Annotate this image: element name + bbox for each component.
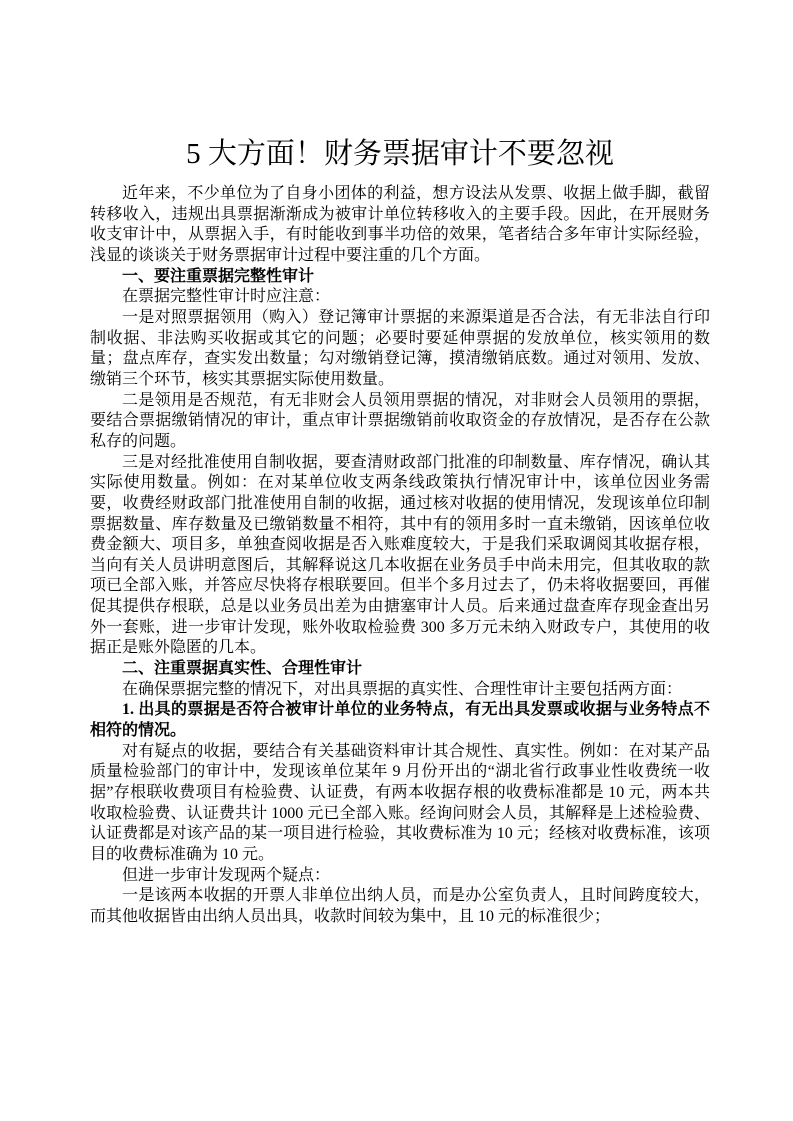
paragraph-doubts-intro: 但进一步审计发现两个疑点： — [122, 866, 331, 884]
page-content — [90, 132, 710, 928]
document-title: 5 大方面！财务票据审计不要忽视 — [186, 138, 614, 170]
paragraph-point-one: 一是对照票据领用（购入）登记簿审计票据的来源渠道是否合法，有无非法自行印制收据、非法购买收据或其它的问题；必要时要延伸票据的发放单位，核实领用的数量；盘点库存，查实发出数量；勾对缴销登记簿，摸清缴销底数。通过对领用、发放、缴销三个环节，核实其票据实际使用数量。 — [90, 308, 710, 388]
paragraph-doubt-one: 一是该两本收据的开票人非单位出纳人员，而是办公室负责人，且时间跨度较大，而其他收据皆由出纳人员出具，收款时间较为集中，且 10 元的标准很少； — [90, 887, 710, 925]
paragraph-point-two: 二是领用是否规范，有无非财会人员领用票据的情况，对非财会人员领用的票据，要结合票据缴销情况的审计，重点审计票据缴销前收取资金的存放情况，是否存在公款私存的问题。 — [90, 391, 710, 450]
paragraph-bold-point-1: 1. 出具的票据是否符合被审计单位的业务特点，有无出具发票或收据与业务特点不相符的情况。 — [90, 701, 710, 740]
section-heading-2: 二、注重票据真实性、合理性审计 — [122, 660, 363, 678]
paragraph-authenticity-intro: 在确保票据完整的情况下，对出具票据的真实性、合理性审计主要包括两方面： — [122, 680, 683, 698]
paragraph-point-three: 三是对经批准使用自制收据，要查清财政部门批准的印制数量、库存情况，确认其实际使用数量。例如：在对某单位收支两条线政策执行情况审计中，该单位因业务需要，收费经财政部门批准使用自制的收据，通过核对收据的使用情况，发现该单位印制票据数量、库存数量及已缴销数量不相符，其中有的领用多时一直未缴销，因该单位收费金额大、项目多，单独查阅收据是否入账难度较大，于是我们采取调阅其收据存根，当向有关人员讲明意图后，其解释说这几本收据在业务员手中尚未用完，但其收取的款项已全部入账，并答应尽快将存根联要回。但半个多月过去了，仍未将收据要回，再催促其提供存根联，总是以业务员出差为由搪塞审计人员。后来通过盘查库存现金查出另外一套账，进一步审计发现，账外收取检验费 300 多万元未纳入财政专户，其使用的收据正是账外隐匿的几本。 — [90, 453, 710, 657]
paragraph-intro: 近年来，不少单位为了自身小团体的利益，想方设法从发票、收据上做手脚，截留转移收入，违规出具票据渐渐成为被审计单位转移收入的主要手段。因此，在开展财务收支审计中，从票据入手，有时能收到事半功倍的效果，笔者结合多年审计实际经验，浅显的谈谈关于财务票据审计过程中要注重的几个方面。 — [90, 185, 710, 264]
paragraph-example-hubei: 对有疑点的收据，要结合有关基础资料审计其合规性、真实性。例如：在对某产品质量检验部门的审计中，发现该单位某年 9 月份开出的“湖北省行政事业性收费统一收据”存根联收费项目有检验费、认证费，有两本收据存根的收费标准都是 10 元，两本共收取检验费、认证费共计 1000 元已全部入账。经询问财会人员，其解释是上述检验费、认证费都是对该产品的某一项目进行检验，其收费标准为 10 元；经核对收费标准，该项目的收费标准确为 10 元。 — [90, 742, 710, 863]
section-heading-1: 一、要注重票据完整性审计 — [122, 267, 315, 285]
paragraph-completeness-note: 在票据完整性审计时应注意： — [122, 288, 331, 306]
